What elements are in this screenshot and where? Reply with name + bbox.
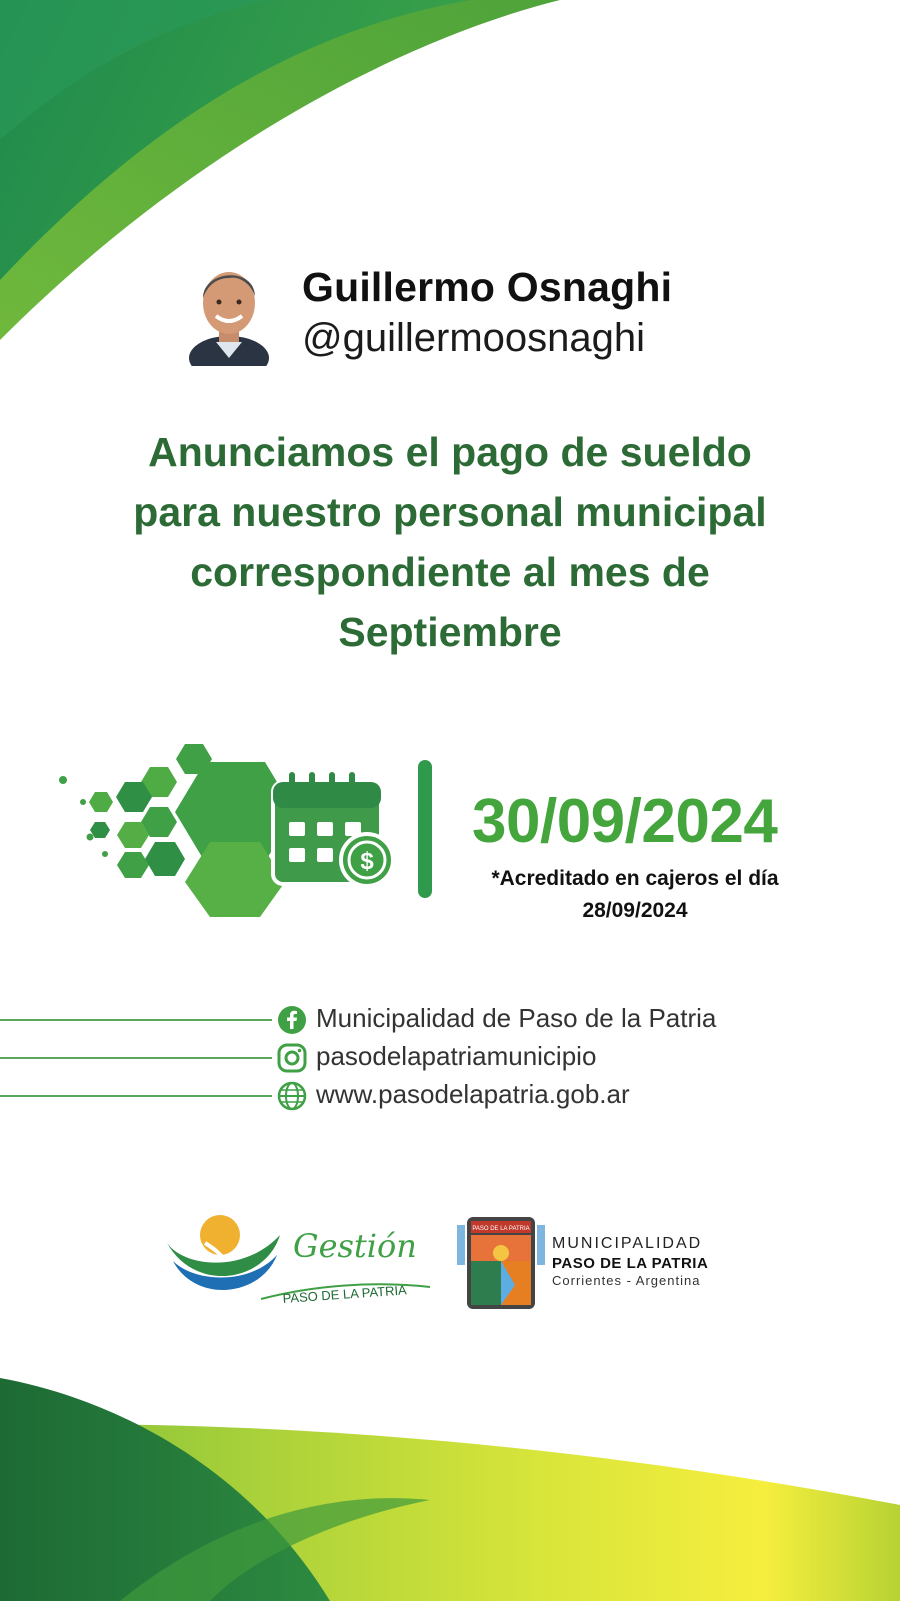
profile-avatar xyxy=(188,258,270,366)
vertical-divider xyxy=(418,760,432,898)
muni-location: Corrientes - Argentina xyxy=(552,1273,701,1288)
payment-note xyxy=(455,863,815,927)
payment-calendar-graphic xyxy=(55,742,405,922)
social-item-website[interactable] xyxy=(0,1076,900,1114)
headline-line: Septiembre xyxy=(338,609,562,655)
svg-text:PASO DE LA PATRIA: PASO DE LA PATRIA xyxy=(472,1226,530,1232)
municipalidad-logo xyxy=(455,1215,725,1315)
payment-note-line: 28/09/2024 xyxy=(582,899,688,922)
social-item-facebook[interactable] xyxy=(0,1000,900,1038)
svg-text:PASO DE LA PATRIA: PASO DE LA PATRIA xyxy=(282,1282,408,1306)
payment-date: 30/09/2024 xyxy=(472,787,778,856)
social-links xyxy=(0,1000,900,1120)
profile-header xyxy=(188,258,748,368)
headline-line: Anunciamos el pago de sueldo xyxy=(148,429,752,475)
headline-line: para nuestro personal municipal xyxy=(133,489,767,535)
muni-title: MUNICIPALIDAD xyxy=(552,1235,703,1252)
social-text: www.pasodelapatria.gob.ar xyxy=(316,1079,630,1109)
social-item-instagram[interactable] xyxy=(0,1038,900,1076)
social-text: Municipalidad de Paso de la Patria xyxy=(316,1003,717,1033)
gestion-logo xyxy=(165,1213,435,1313)
social-line xyxy=(0,1095,272,1097)
profile-handle: @guillermoosnaghi xyxy=(302,316,646,360)
social-text: pasodelapatriamunicipio xyxy=(316,1041,597,1071)
muni-name: PASO DE LA PATRIA xyxy=(552,1255,709,1272)
dollar-coin-icon xyxy=(341,834,393,886)
globe-icon xyxy=(277,1081,307,1111)
municipal-shield-icon xyxy=(455,1215,547,1311)
profile-name: Guillermo Osnaghi xyxy=(302,264,673,310)
facebook-icon xyxy=(277,1005,307,1035)
payment-note-line: *Acreditado en cajeros el día xyxy=(491,867,779,890)
svg-text:Gestión: Gestión xyxy=(293,1227,417,1265)
svg-text:$: $ xyxy=(360,848,374,875)
social-line xyxy=(0,1057,272,1059)
hexagon-cluster xyxy=(59,744,295,917)
headline xyxy=(40,422,860,662)
headline-line: correspondiente al mes de xyxy=(190,549,710,595)
social-line xyxy=(0,1019,272,1021)
instagram-icon xyxy=(277,1043,307,1073)
